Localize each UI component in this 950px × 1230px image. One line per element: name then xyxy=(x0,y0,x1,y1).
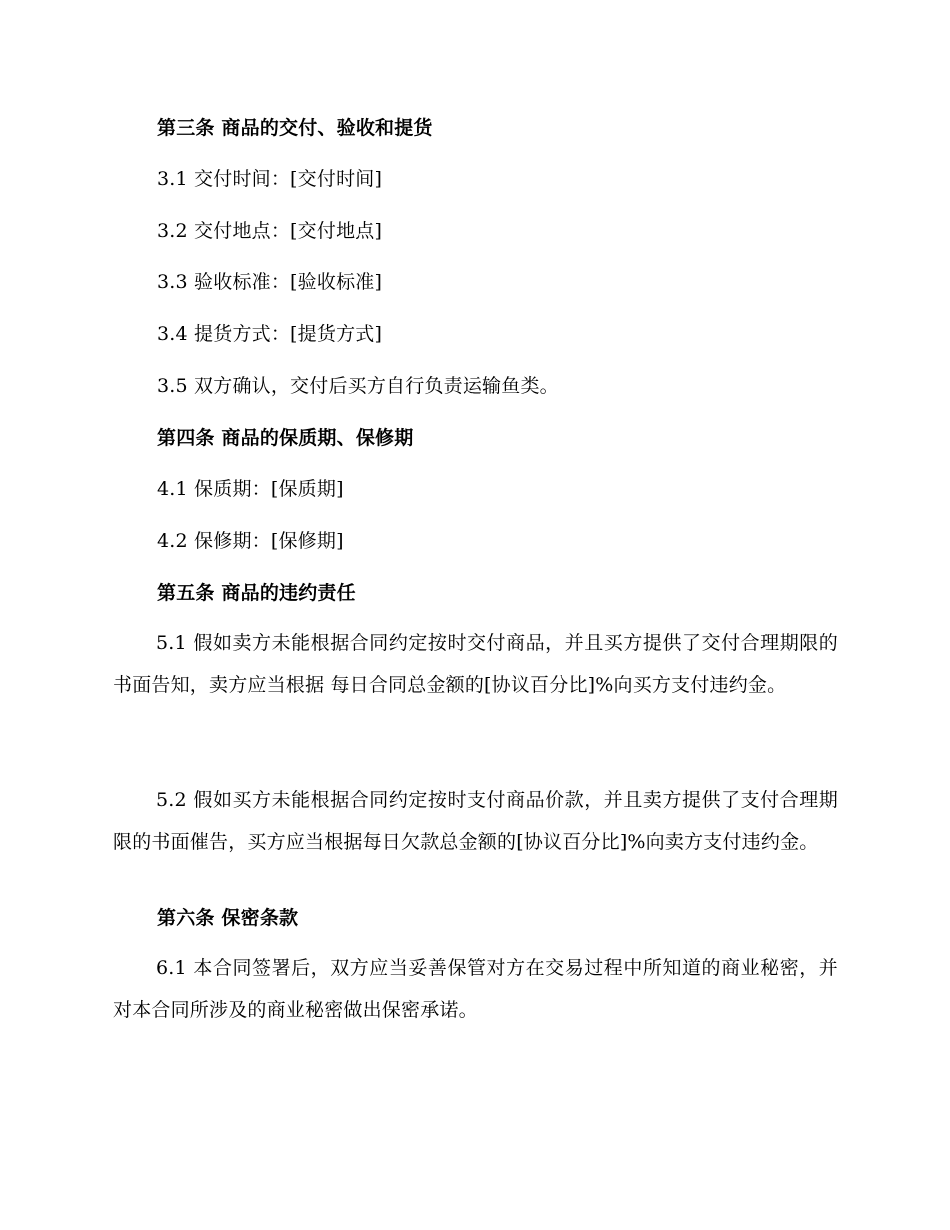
clause-3-5: 3.5 双方确认，交付后买方自行负责运输鱼类。 xyxy=(157,375,559,397)
clause-3-4: 3.4 提货方式：[提货方式] xyxy=(157,323,383,345)
clause-5-2: 5.2 假如买方未能根据合同约定按时支付商品价款，并且卖方提供了支付合理期限的书面催告，买方应当根据每日欠款总金额的[协议百分比]%向卖方支付违约金。 xyxy=(113,789,838,853)
section-3-heading: 第三条 商品的交付、验收和提货 xyxy=(157,117,433,139)
clause-6-1: 6.1 本合同签署后，双方应当妥善保管对方在交易过程中所知道的商业秘密，并对本合同所涉及的商业秘密做出保密承诺。 xyxy=(113,957,838,1021)
clause-3-1: 3.1 交付时间：[交付时间] xyxy=(157,168,383,190)
clause-3-2: 3.2 交付地点：[交付地点] xyxy=(157,220,383,242)
clause-3-3: 3.3 验收标准：[验收标准] xyxy=(157,271,383,293)
section-4-heading: 第四条 商品的保质期、保修期 xyxy=(157,427,414,449)
section-6-heading: 第六条 保密条款 xyxy=(157,907,299,929)
clause-4-1: 4.1 保质期：[保质期] xyxy=(157,478,344,500)
clause-4-2: 4.2 保修期：[保修期] xyxy=(157,530,344,552)
section-5-heading: 第五条 商品的违约责任 xyxy=(157,582,356,604)
clause-5-1: 5.1 假如卖方未能根据合同约定按时交付商品，并且买方提供了交付合理期限的书面告知，卖方应当根据 每日合同总金额的[协议百分比]%向买方支付违约金。 xyxy=(113,632,838,696)
